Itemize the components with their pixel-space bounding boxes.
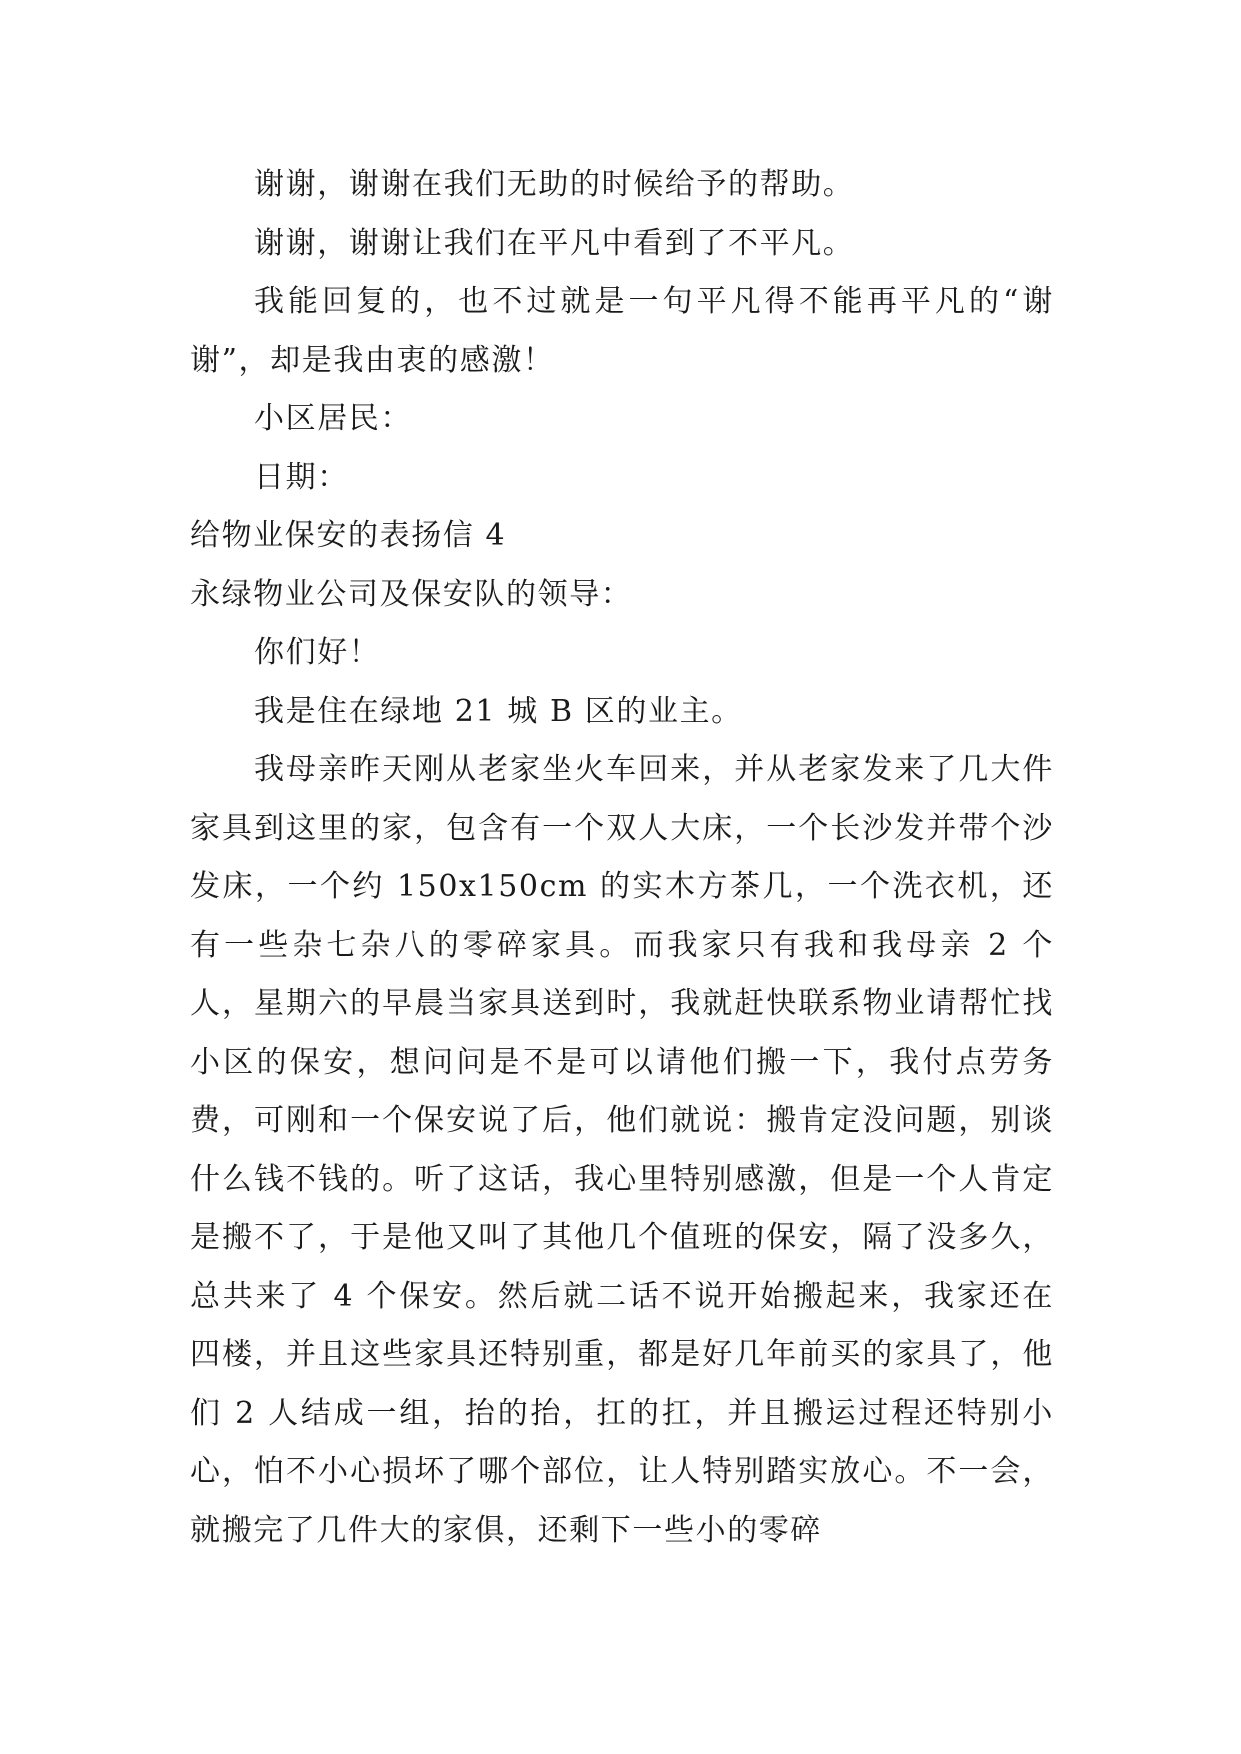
signature-residents: 小区居民： (254, 401, 412, 436)
signature-date: 日期： (254, 459, 349, 495)
document-body (190, 156, 1054, 1560)
letter-salutation: 永绿物业公司及保安队的领导： (190, 576, 633, 612)
paragraph-introduction: 我是住在绿地 21 城 B 区的业主。 (254, 693, 743, 729)
paragraph-thanks-ordinary: 谢谢，谢谢让我们在平凡中看到了不平凡。 (254, 225, 855, 261)
paragraph-story: 我母亲昨天刚从老家坐火车回来，并从老家发来了几大件家具到这里的家，包含有一个双人大床，一个长沙发并带个沙发床，一个约 150x150cm 的实木方茶几，一个洗衣机，还有一些杂七杂八的零碎家具。而我家只有我和我母亲 2 个人，星期六的早晨当家具送到时，我就赶快联系物业请帮忙找小区的保安，想问问是不是可以请他们搬一下，我付点劳务费，可刚和一个保安说了后，他们就说：搬肯定没问题，别谈什么钱不钱的。听了这话，我心里特别感激，但是一个人肯定是搬不了，于是他又叫了其他几个值班的保安，隔了没多久，总共来了 4 个保安。然后就二话不说开始搬起来，我家还在四楼，并且这些家具还特别重，都是好几年前买的家具了，他们 2 人结成一组，抬的抬，扛的扛，并且搬运过程还特别小心，怕不小心损坏了哪个部位，让人特别踏实放心。不一会，就搬完了几件大的家俱，还剩下一些小的零碎 (190, 752, 1054, 1548)
paragraph-gratitude: 我能回复的，也不过就是一句平凡得不能再平凡的“谢谢”，却是我由衷的感激！ (190, 284, 1054, 378)
paragraph-thanks-help: 谢谢，谢谢在我们无助的时候给予的帮助。 (254, 167, 855, 202)
letter-title: 给物业保安的表扬信 4 (190, 518, 507, 553)
letter-greeting: 你们好！ (254, 635, 381, 670)
